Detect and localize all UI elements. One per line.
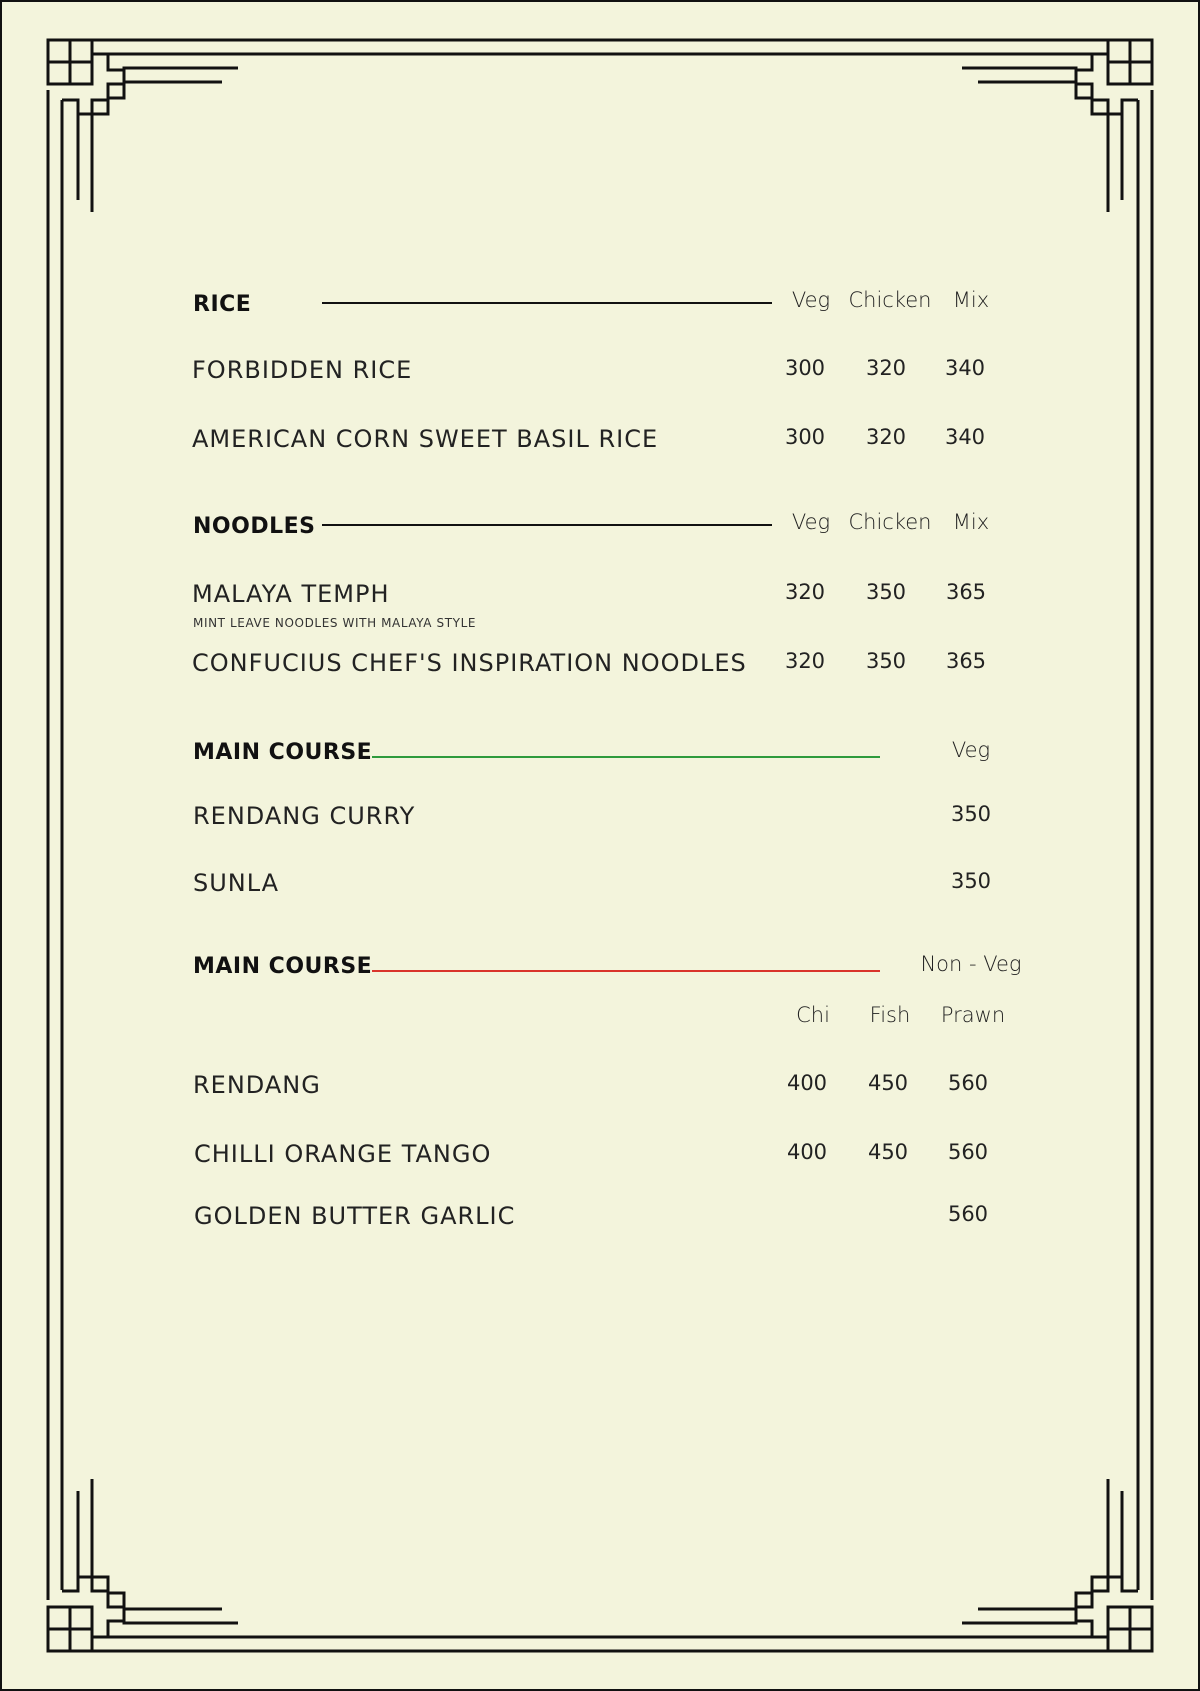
rice-section-title: RICE <box>193 292 252 317</box>
nonveg-subheader-fish: Fish <box>869 1003 911 1027</box>
menu-item-name: RENDANG CURRY <box>193 802 416 830</box>
menu-item-price: 350 <box>950 802 992 826</box>
menu-item-price: 365 <box>945 580 987 604</box>
menu-item-price: 560 <box>947 1202 989 1226</box>
nonveg-subheader-chi: Chi <box>796 1003 830 1027</box>
menu-item-price: 340 <box>944 356 986 380</box>
menu-item-price: 320 <box>865 356 907 380</box>
menu-item-price: 560 <box>947 1140 989 1164</box>
corner-ornament-bottom-left <box>48 1479 238 1651</box>
menu-item-price: 320 <box>784 649 826 673</box>
main-veg-header: Veg <box>951 738 991 762</box>
menu-item-price: 400 <box>786 1140 828 1164</box>
noodles-header-mix: Mix <box>952 510 990 534</box>
veg-divider <box>372 756 880 758</box>
nonveg-subheader-prawn: Prawn <box>940 1003 1006 1027</box>
noodles-divider <box>322 524 772 526</box>
menu-item-price: 320 <box>784 580 826 604</box>
menu-item-price: 560 <box>947 1071 989 1095</box>
corner-ornament-top-left <box>48 40 238 212</box>
main-course-veg-title: MAIN COURSE <box>193 740 373 765</box>
main-course-nonveg-title: MAIN COURSE <box>193 954 373 979</box>
rice-header-mix: Mix <box>952 288 990 312</box>
rice-header-veg: Veg <box>791 288 831 312</box>
menu-item-name: SUNLA <box>193 869 280 897</box>
rice-divider <box>322 302 772 304</box>
menu-item-price: 400 <box>786 1071 828 1095</box>
menu-item-price: 350 <box>865 580 907 604</box>
menu-item-price: 350 <box>950 869 992 893</box>
menu-item-price: 365 <box>945 649 987 673</box>
menu-item-name: CHILLI ORANGE TANGO <box>194 1140 492 1168</box>
corner-ornament-top-right <box>962 40 1152 212</box>
menu-item-name: RENDANG <box>193 1071 321 1099</box>
main-nonveg-header: Non - Veg <box>920 952 1022 976</box>
menu-item-price: 350 <box>865 649 907 673</box>
corner-ornament-bottom-right <box>962 1479 1152 1651</box>
menu-item-price: 340 <box>944 425 986 449</box>
menu-item-price: 450 <box>867 1140 909 1164</box>
menu-item-price: 320 <box>865 425 907 449</box>
nonveg-divider <box>372 970 880 972</box>
menu-item-price: 300 <box>784 356 826 380</box>
menu-item-price: 300 <box>784 425 826 449</box>
menu-item-price: 450 <box>867 1071 909 1095</box>
noodles-header-chicken: Chicken <box>848 510 932 534</box>
menu-item-name: FORBIDDEN RICE <box>192 356 413 384</box>
menu-item-name: CONFUCIUS CHEF'S INSPIRATION NOODLES <box>192 649 747 677</box>
noodles-section-title: NOODLES <box>193 514 316 539</box>
noodles-header-veg: Veg <box>791 510 831 534</box>
menu-item-name: GOLDEN BUTTER GARLIC <box>194 1202 516 1230</box>
menu-item-name: AMERICAN CORN SWEET BASIL RICE <box>192 425 659 453</box>
menu-item-name: MALAYA TEMPH <box>192 580 390 608</box>
rice-header-chicken: Chicken <box>848 288 932 312</box>
menu-item-description: MINT LEAVE NOODLES WITH MALAYA STYLE <box>193 616 477 630</box>
